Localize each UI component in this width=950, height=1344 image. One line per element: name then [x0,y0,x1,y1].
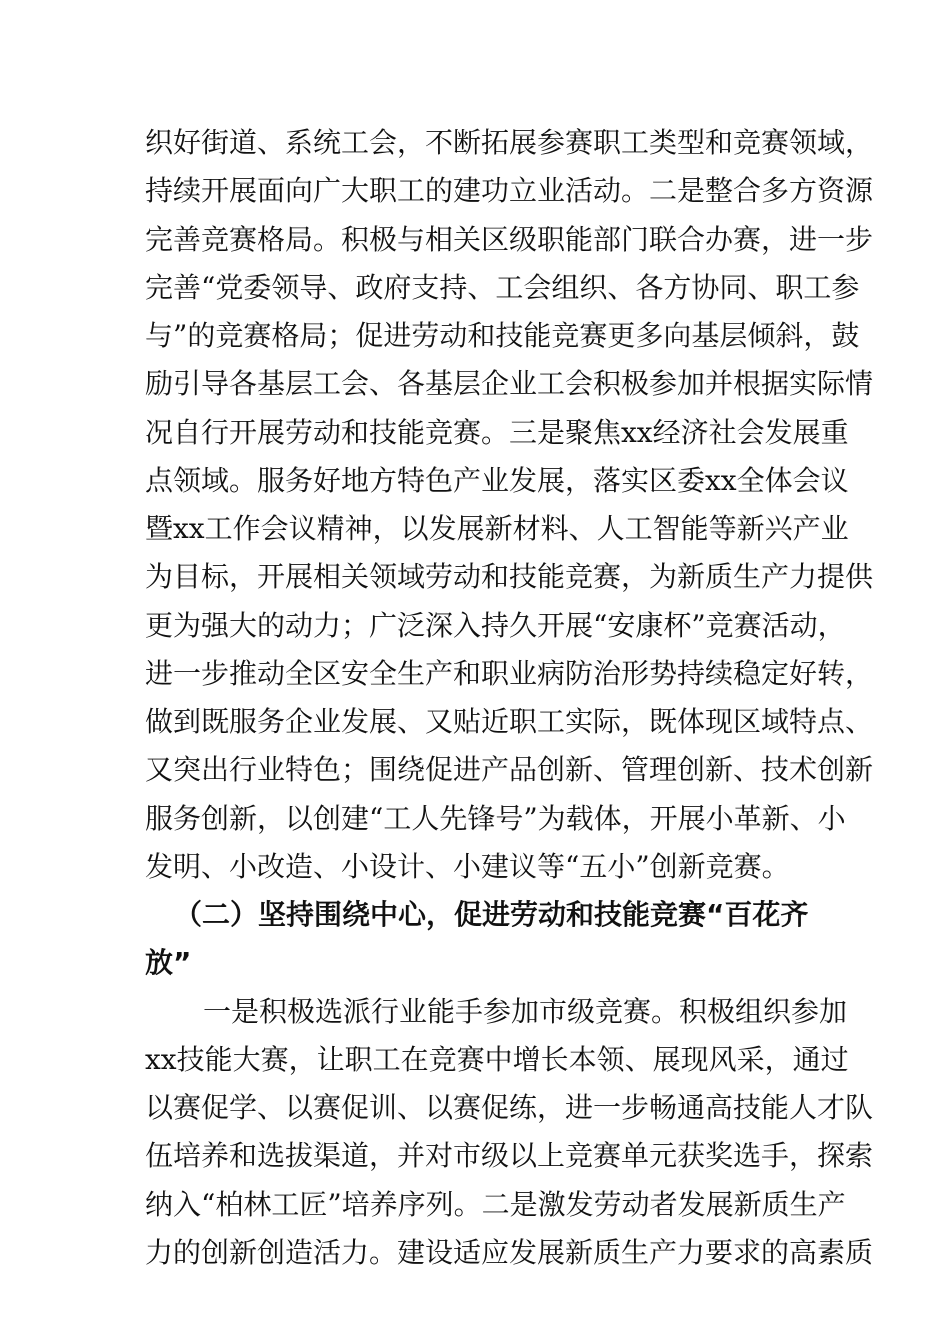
text-line: 发明、小改造、小设计、小建议等“五小”创新竞赛。 [145,849,790,883]
text-line: 点领域。服务好地方特色产业发展，落实区委xx全体会议 [145,463,849,497]
text-line: 织好街道、系统工会，不断拓展参赛职工类型和竞赛领域， [145,126,874,159]
text-line: 纳入“柏林工匠”培养序列。二是激发劳动者发展新质生产 [145,1187,846,1221]
section-heading: 放” [145,946,192,980]
text-line: 服务创新，以创建“工人先锋号”为载体，开展小革新、小 [145,801,846,835]
text-line: 力的创新创造活力。建设适应发展新质生产力要求的高素质 [145,1235,874,1269]
text-line: 励引导各基层工会、各基层企业工会积极参加并根据实际情 [145,367,874,401]
text-line: 做到既服务企业发展、又贴近职工实际，既体现区域特点、 [145,705,874,738]
text-line: 又突出行业特色；围绕促进产品创新、管理创新、技术创新 [145,753,874,787]
text-line: xx技能大赛，让职工在竞赛中增长本领、展现风采，通过 [145,1042,849,1076]
text-line: 完善竞赛格局。积极与相关区级职能部门联合办赛，进一步 [145,222,874,256]
text-line: 伍培养和选拔渠道，并对市级以上竞赛单元获奖选手，探索 [145,1139,874,1173]
text-line: 一是积极选派行业能手参加市级竞赛。积极组织参加 [203,994,848,1028]
text-line: 暨xx工作会议精神，以发展新材料、人工智能等新兴产业 [145,512,849,545]
section-heading: （二）坚持围绕中心，促进劳动和技能竞赛“百花齐 [174,898,809,931]
text-line: 更为强大的动力；广泛深入持久开展“安康杯”竞赛活动， [145,608,846,642]
text-line: 况自行开展劳动和技能竞赛。三是聚焦xx经济社会发展重 [145,415,849,449]
text-line: 以赛促学、以赛促训、以赛促练，进一步畅通高技能人才队 [145,1091,874,1124]
text-line: 为目标，开展相关领域劳动和技能竞赛，为新质生产力提供 [145,560,874,594]
text-line: 与”的竞赛格局；促进劳动和技能竞赛更多向基层倾斜，鼓 [145,319,860,352]
text-line: 持续开展面向广大职工的建功立业活动。二是整合多方资源 [145,174,874,208]
text-line: 完善“党委领导、政府支持、工会组织、各方协同、职工参 [145,270,860,304]
text-line: 进一步推动全区安全生产和职业病防治形势持续稳定好转， [145,656,874,690]
